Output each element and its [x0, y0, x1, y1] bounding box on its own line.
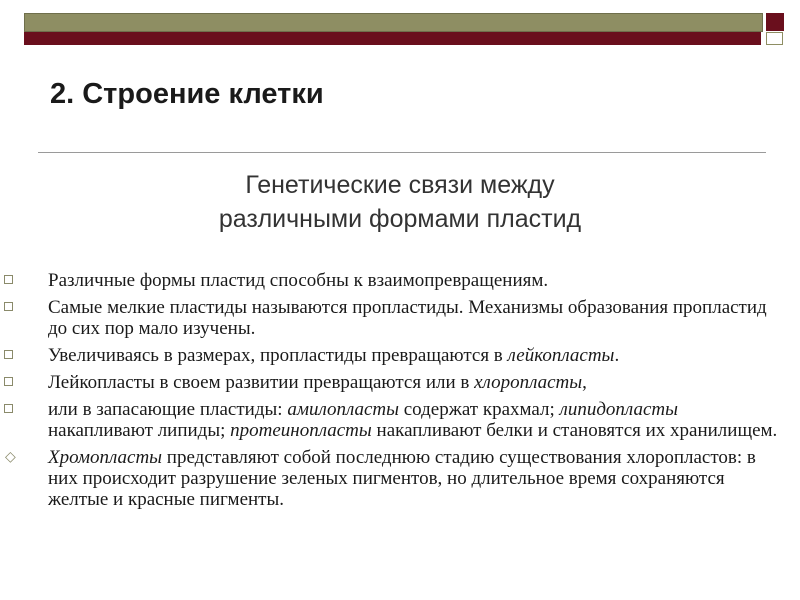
bullet-list [0, 270, 800, 516]
bullet-item [0, 447, 800, 510]
bullet-item [0, 399, 800, 441]
slide-subtitle [0, 168, 800, 236]
bullet-term: липидопласты [559, 399, 678, 420]
header-band-olive [24, 13, 763, 32]
slide-title: 2. Строение клетки [50, 78, 324, 110]
bullet-item [0, 372, 800, 393]
bullet-text: накапливают белки и становятся их хранилищем. [371, 420, 778, 441]
bullet-term: хлоропласты [474, 372, 583, 393]
bullet-item [0, 297, 800, 339]
square-bullet-icon [4, 350, 13, 359]
bullet-term: Хромопласты [48, 447, 163, 468]
bullet-item [0, 345, 800, 366]
square-bullet-icon [4, 404, 13, 413]
bullet-text: накапливают липиды; [48, 420, 231, 441]
square-bullet-icon [4, 275, 13, 284]
bullet-text: . [614, 345, 620, 366]
header-band-maroon [24, 32, 761, 45]
bullet-text: Лейкопласты в своем развитии превращаются или в [48, 372, 475, 393]
bullet-term: амилопласты [287, 399, 399, 420]
bullet-text: представляют собой последнюю стадию существования хлоропластов: в них происходит разрушение зеленых пигментов, но длительное время сохраняются желтые и красные пигменты. [48, 447, 756, 510]
bullet-text: Самые мелкие пластиды называются пропластиды. Механизмы образования пропластид до сих пор мало изучены. [48, 297, 767, 339]
square-bullet-icon [4, 377, 13, 386]
bullet-text: Различные формы пластид способны к взаимопревращениям. [48, 270, 549, 291]
square-bullet-icon [4, 302, 13, 311]
title-divider [38, 152, 766, 153]
header-square-maroon [766, 13, 784, 31]
bullet-term: протеинопласты [230, 420, 372, 441]
bullet-text: содержат крахмал; [399, 399, 560, 420]
subtitle-line-2: различными формами пластид [218, 205, 582, 233]
header-square-outline [766, 32, 783, 45]
bullet-text: , [582, 372, 587, 393]
bullet-item [0, 270, 800, 291]
bullet-text: или в запасающие пластиды: [48, 399, 288, 420]
bullet-term: лейкопласты [507, 345, 615, 366]
chevron-bullet-icon: ◇ [5, 449, 16, 465]
subtitle-line-1: Генетические связи между [245, 171, 555, 199]
bullet-text: Увеличиваясь в размерах, пропластиды превращаются в [48, 345, 508, 366]
